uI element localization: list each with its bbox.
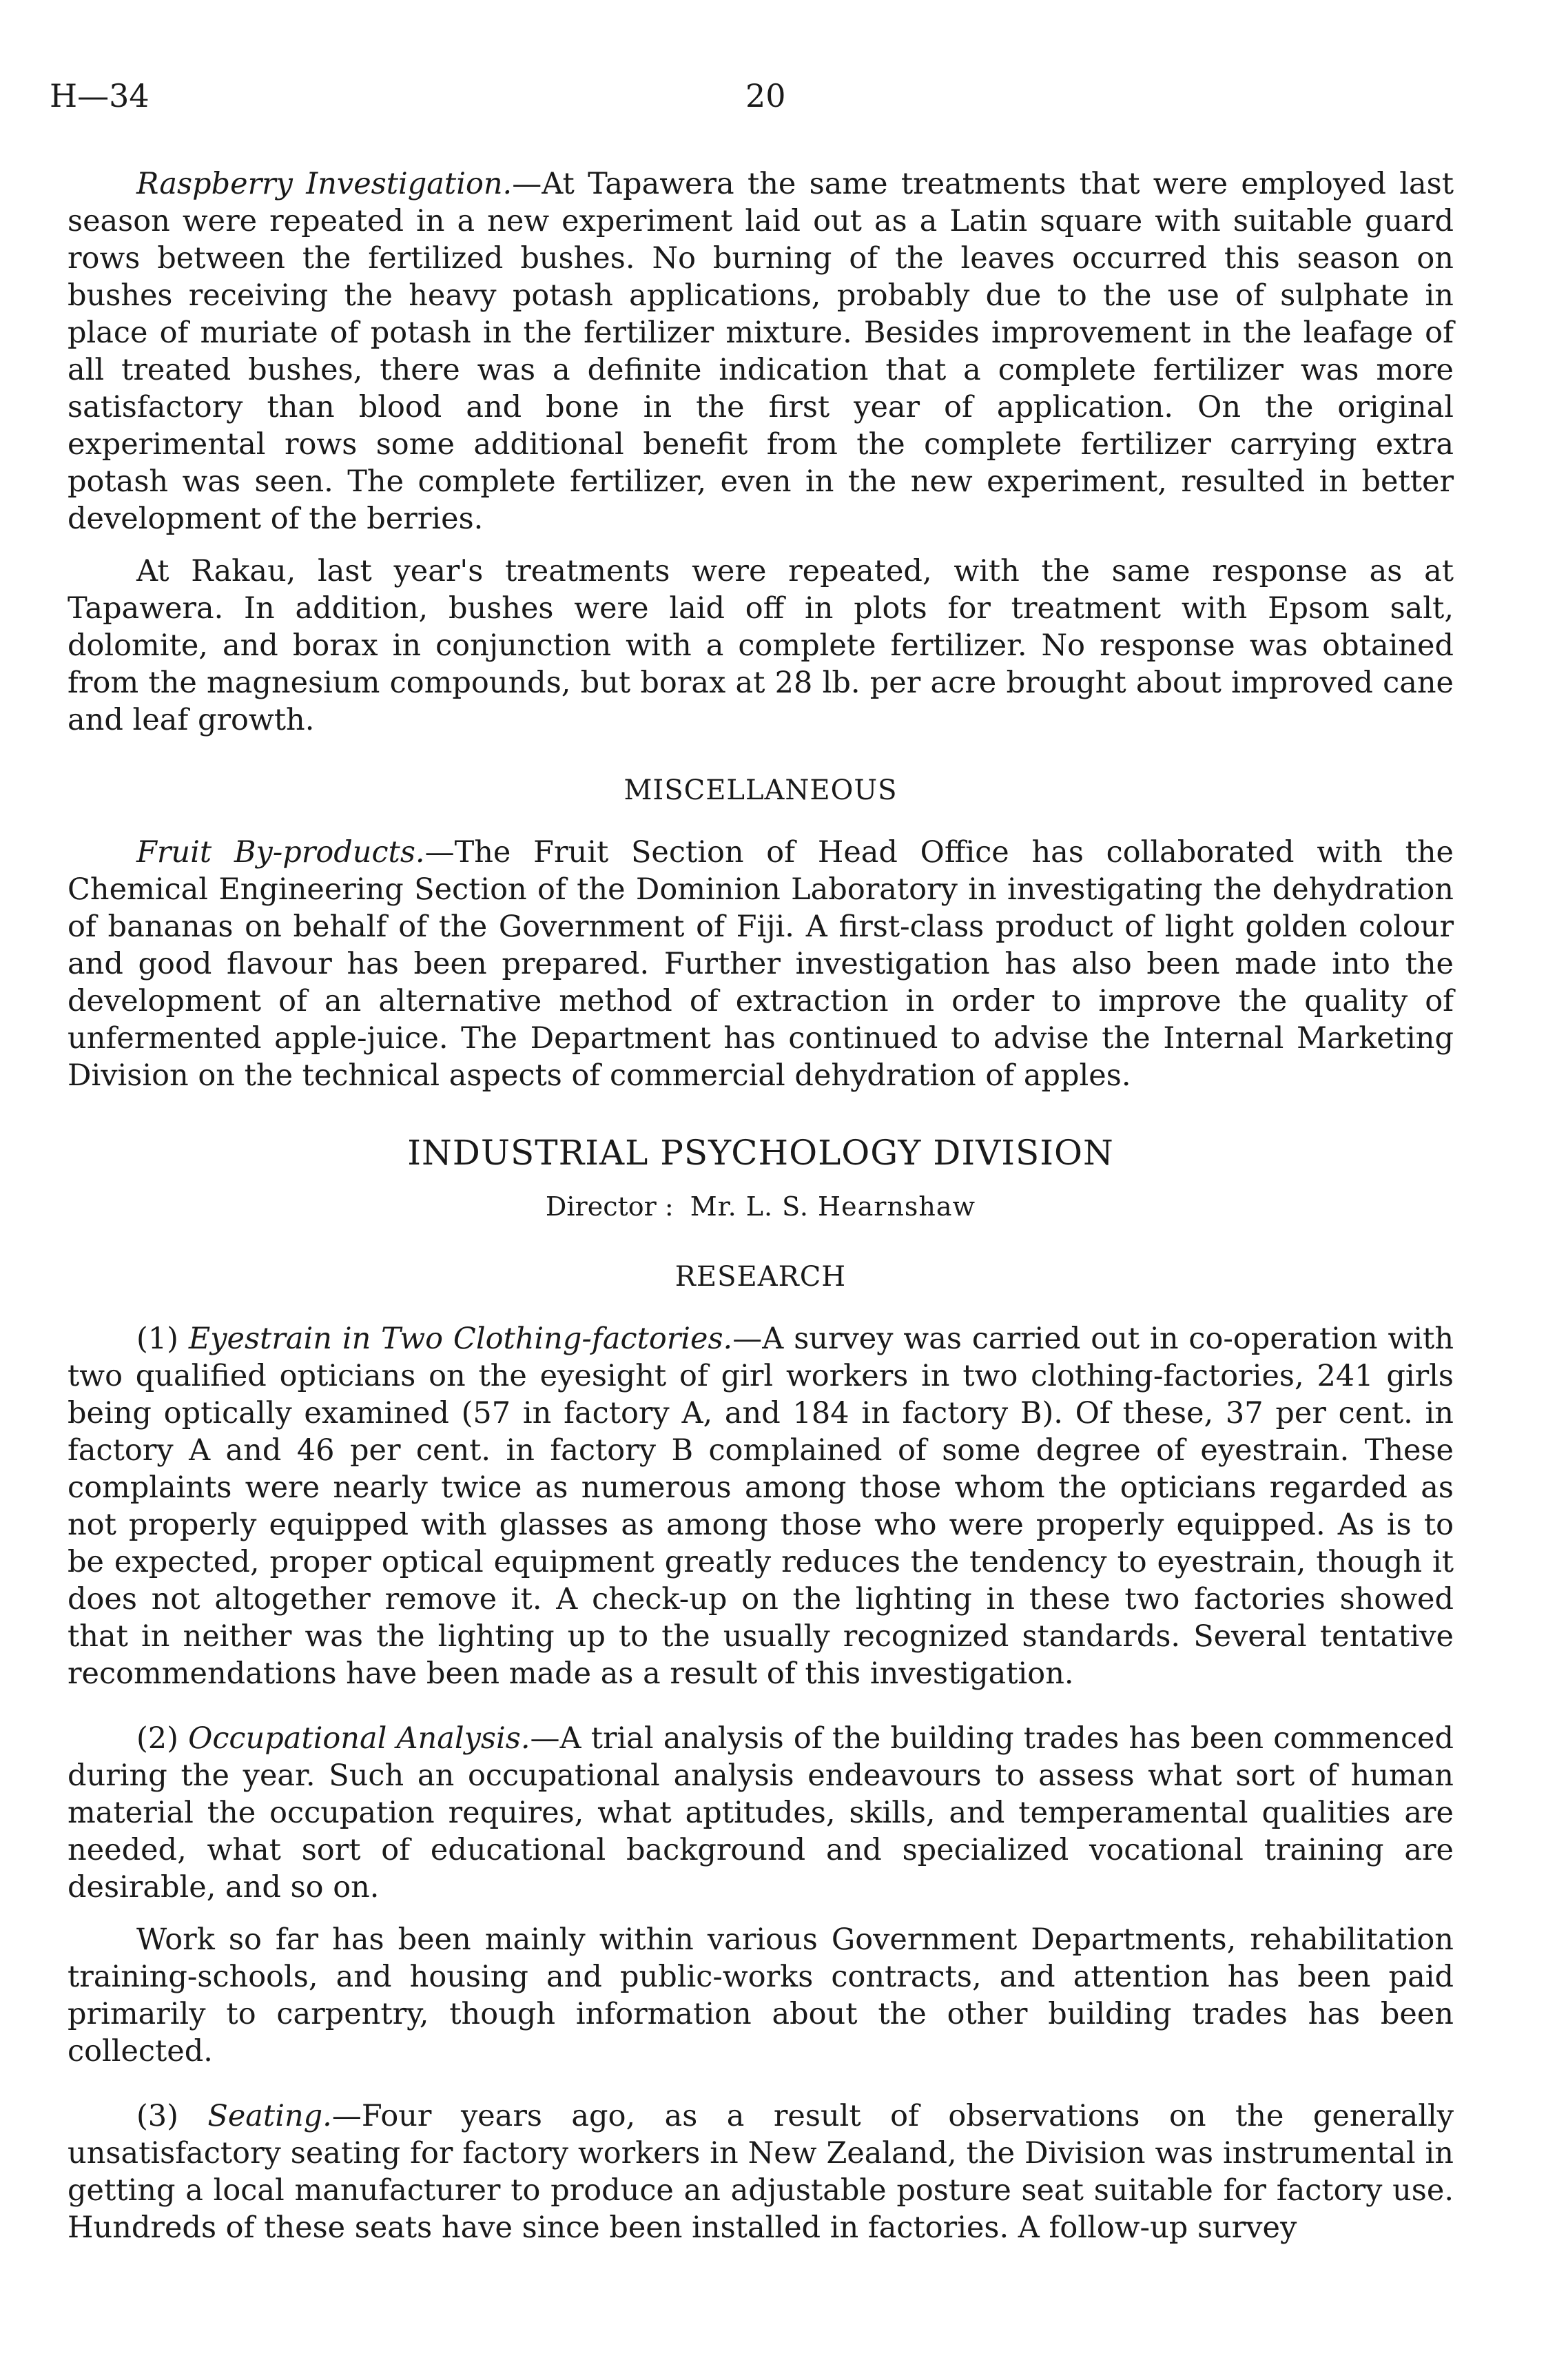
- research-heading: RESEARCH: [674, 1261, 847, 1293]
- occupational-analysis-paragraph: [68, 1720, 1454, 1906]
- raspberry-heading: Raspberry Investigation.: [136, 167, 513, 201]
- seating-heading: Seating.: [207, 2099, 332, 2133]
- fruit-byproducts-text: —The Fruit Section of Head Office has collaborated with the Chemical Engineering Section of the Dominion Laboratory in investigating the dehydration of bananas on behalf of the Government of Fiji. A first-class product of light golden colour and good flavour has been prepared. Further investigation has also been made into the development of an alternative method of extraction in order to improve the quality of unfermented apple-juice. The Department has continued to advise the Internal Marketing Division on the technical aspects of commercial dehydration of apples.: [68, 835, 1454, 1093]
- eyestrain-paragraph: [68, 1320, 1454, 1692]
- division-title: INDUSTRIAL PSYCHOLOGY DIVISION: [407, 1133, 1114, 1173]
- occupational-analysis-text: —A trial analysis of the building trades has been commenced during the year. Such an occupational analysis endeavours to assess what sort of human material the occupation requires, what aptitudes, skills, and temperamental qualities are needed, what sort of educational background and specialized vocational training are desirable, and so on.: [68, 1721, 1454, 1905]
- director-label: Director :: [545, 1191, 674, 1222]
- occupational-analysis-heading: Occupational Analysis.: [188, 1721, 530, 1756]
- eyestrain-number: (1): [136, 1322, 189, 1356]
- eyestrain-text: —A survey was carried out in co-operation with two qualified opticians on the eyesight of girl workers in two clothing-factories, 241 girls being optically examined (57 in factory A, and 184 in factory B). Of these, 37 per cent. in factory A and 46 per cent. in factory B complained of some degree of eyestrain. These complaints were nearly twice as numerous among those whom the opticians regarded as not properly equipped with glasses as among those who were properly equipped. As is to be expected, proper optical equipment greatly reduces the tendency to eyestrain, though it does not altogether remove it. A check-up on the lighting in these two factories showed that in neither was the lighting up to the usually recognized standards. Several tentative recommendations have been made as a result of this investigation.: [68, 1322, 1454, 1691]
- seating-number: (3): [136, 2099, 208, 2133]
- page-header: [50, 77, 1455, 132]
- fruit-byproducts-heading: Fruit By-products.: [136, 835, 425, 870]
- eyestrain-heading: Eyestrain in Two Clothing-factories.: [188, 1322, 733, 1356]
- raspberry-text-1: —At Tapawera the same treatments that were employed last season were repeated in a new experiment laid out as a Latin square with suitable guard rows between the fertilized bushes. No burning of the leaves occurred this season on bushes receiving the heavy potash applications, probably due to the use of sulphate in place of muriate of potash in the fertilizer mixture. Besides improvement in the leafage of all treated bushes, there was a definite indication that a complete fertilizer was more satisfactory than blood and bone in the first year of application. On the original experimental rows some additional benefit from the complete fertilizer carrying extra potash was seen. The complete fertilizer, even in the new experiment, resulted in better development of the berries.: [68, 167, 1454, 536]
- seating-paragraph: [68, 2097, 1454, 2246]
- fruit-byproducts-paragraph: [68, 834, 1454, 1094]
- occupational-analysis-paragraph-2: Work so far has been mainly within various Government Departments, rehabilitation training-schools, and housing and public-works contracts, and attention has been paid primarily to carpentry, though information about the other building trades has been collected.: [68, 1922, 1454, 2069]
- raspberry-paragraph-2: At Rakau, last year's treatments were repeated, with the same response as at Tapawera. In addition, bushes were laid off in plots for treatment with Epsom salt, dolomite, and borax in conjunction with a complete fertilizer. No response was obtained from the magnesium compounds, but borax at 28 lb. per acre brought about improved cane and leaf growth.: [68, 554, 1454, 737]
- seating-text: —Four years ago, as a result of observations on the generally unsatisfactory seating for factory workers in New Zealand, the Division was instrumental in getting a local manufacturer to produce an adjustable posture seat suitable for factory use. Hundreds of these seats have since been installed in factories. A follow-up survey: [68, 2099, 1454, 2245]
- page-body: [68, 165, 1454, 2261]
- director-name: Mr. L. S. Hearnshaw: [690, 1191, 976, 1222]
- miscellaneous-heading: MISCELLANEOUS: [623, 774, 898, 806]
- occupational-analysis-number: (2): [136, 1721, 189, 1756]
- raspberry-paragraph-1: [68, 165, 1454, 537]
- page-number: 20: [745, 77, 786, 114]
- document-code: H—34: [50, 77, 150, 114]
- director-line: [68, 1188, 1454, 1225]
